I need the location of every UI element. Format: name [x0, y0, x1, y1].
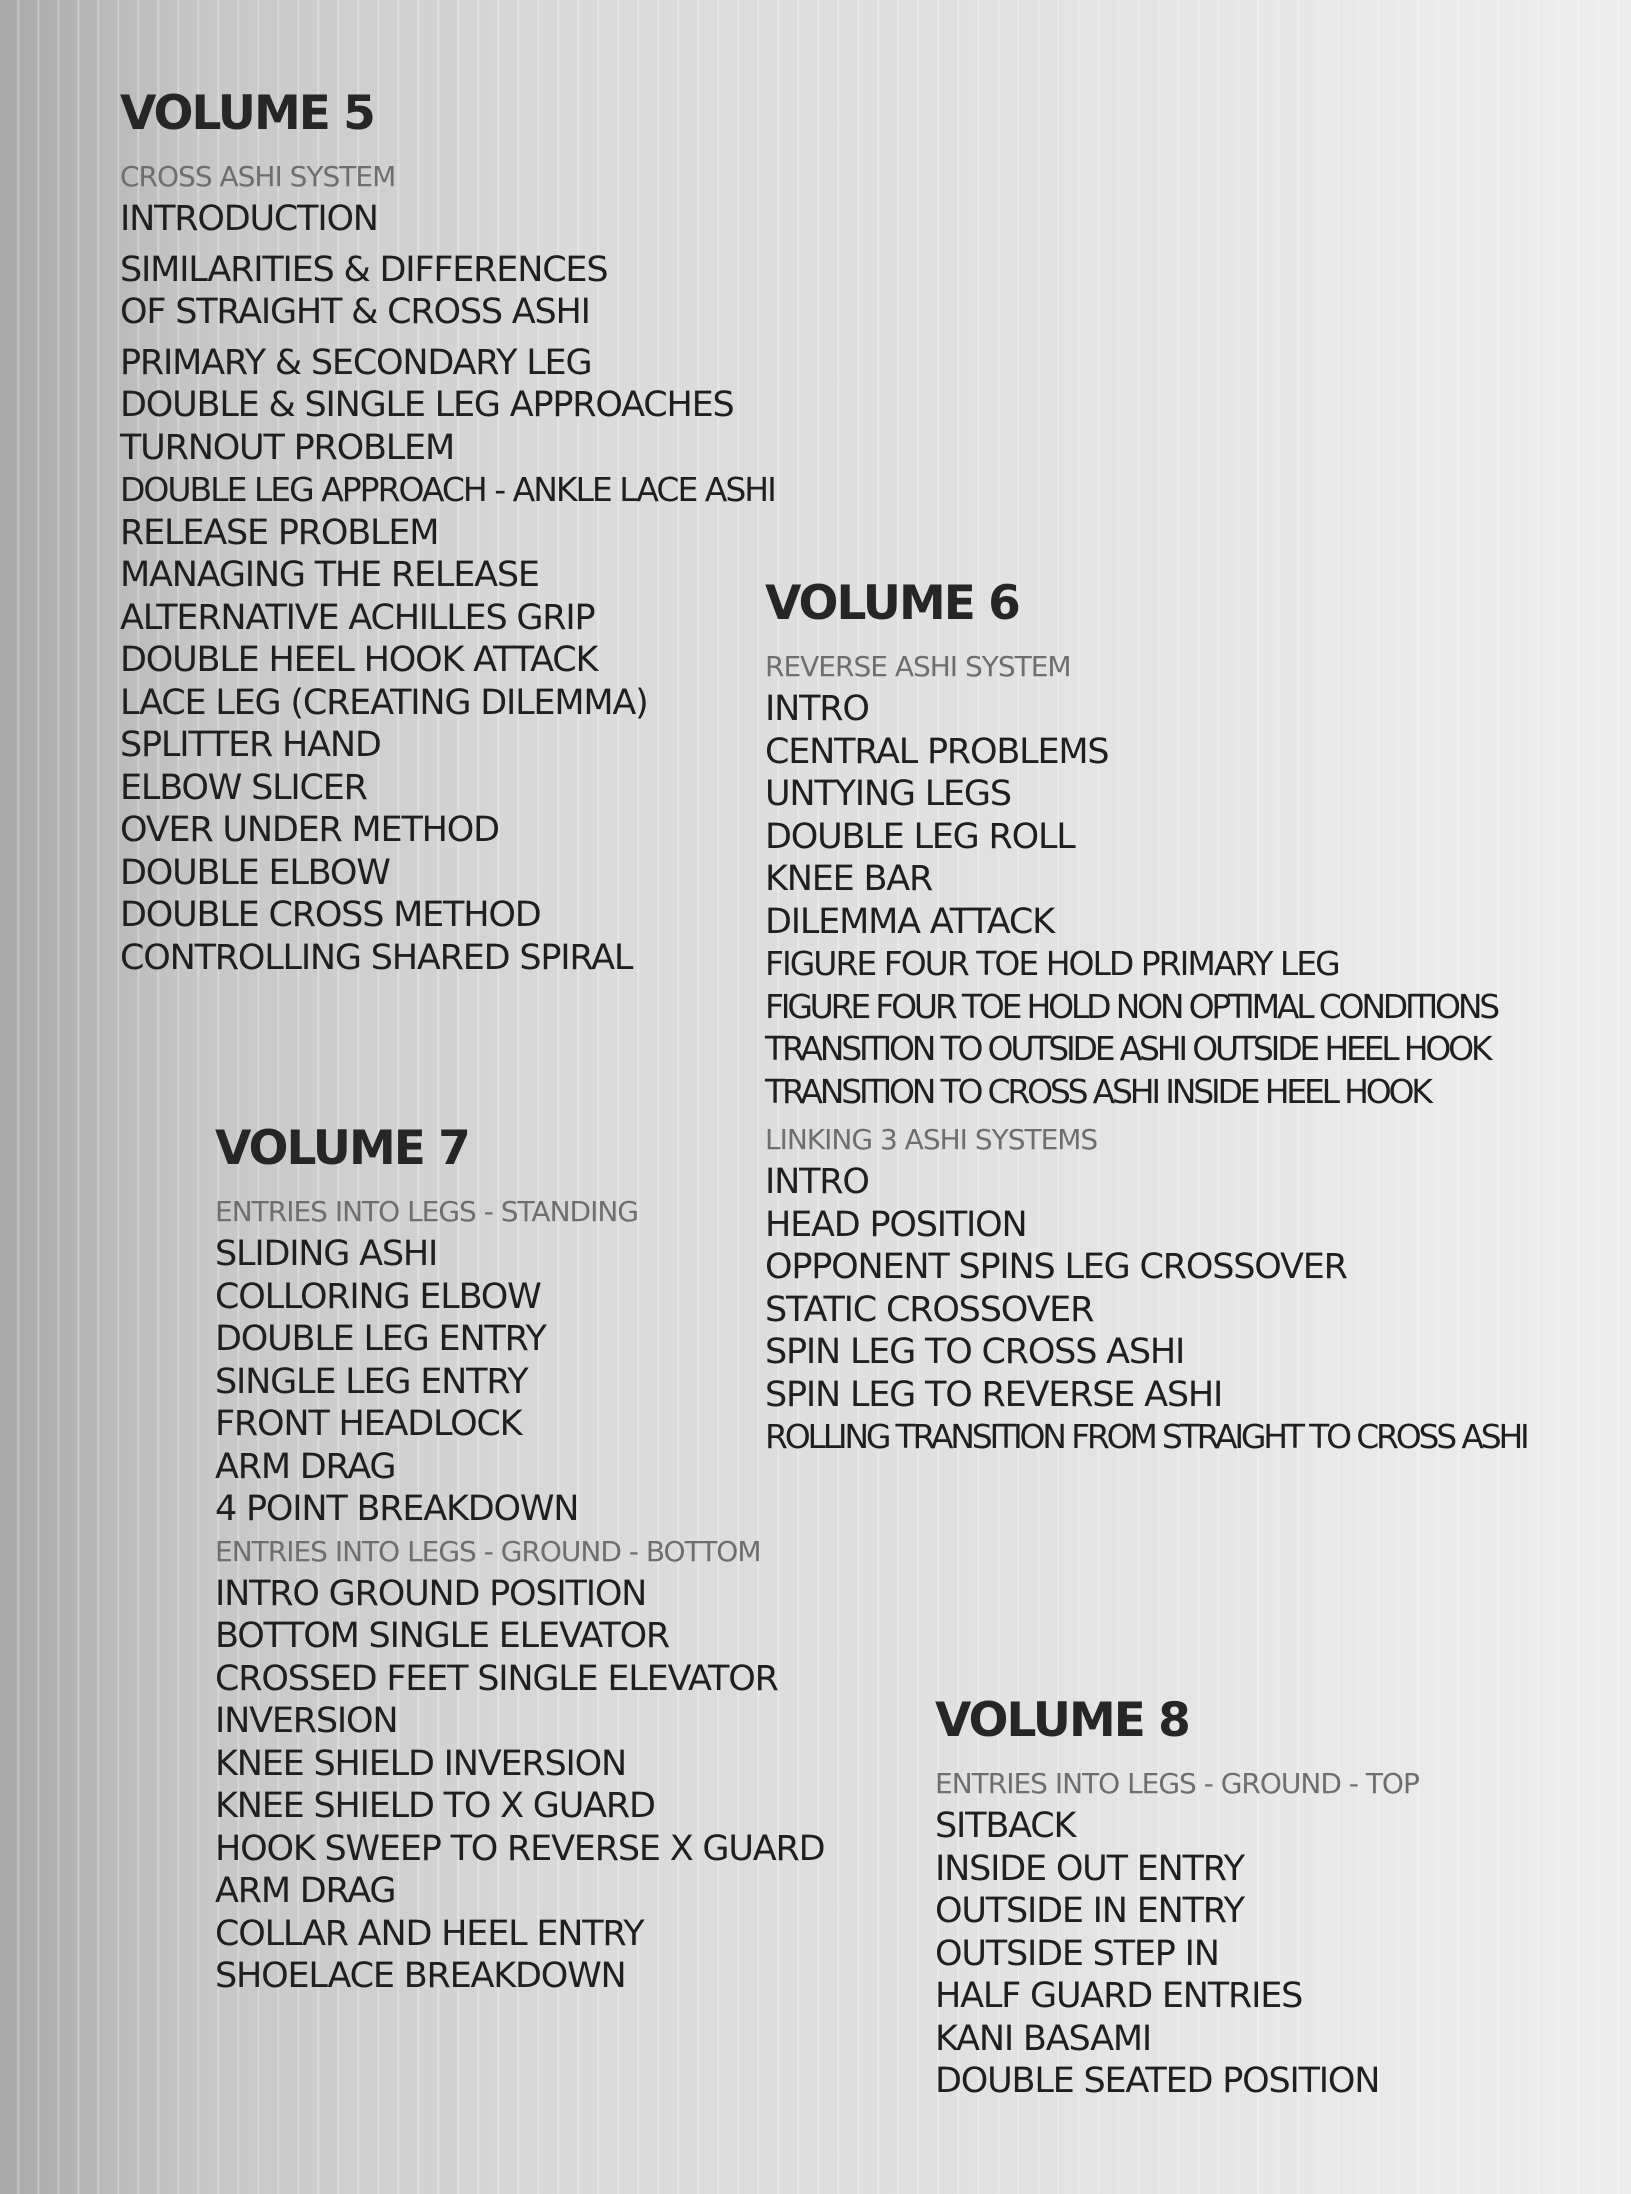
volume-6-section-heading: LINKING 3 ASHI SYSTEMS	[765, 1123, 1098, 1156]
volume-8-section	[935, 1693, 1419, 2103]
volume-5-section	[120, 86, 775, 979]
volume-6-item: SPIN LEG TO REVERSE ASHI	[765, 1374, 1223, 1415]
volume-6-item: HEAD POSITION	[765, 1204, 1027, 1245]
volume-7-item: ARM DRAG	[215, 1446, 396, 1487]
volume-6-item: CENTRAL PROBLEMS	[765, 731, 1109, 772]
volume-7-item: SINGLE LEG ENTRY	[215, 1361, 528, 1402]
volume-8-section-heading: ENTRIES INTO LEGS - GROUND - TOP	[935, 1767, 1419, 1800]
volume-6-item: UNTYING LEGS	[765, 774, 1011, 814]
volume-5-item: SIMILARITIES & DIFFERENCES	[120, 249, 608, 290]
volume-5-item: MANAGING THE RELEASE	[120, 555, 539, 595]
volume-5-item: OF STRAIGHT & CROSS ASHI	[120, 292, 590, 332]
volume-8-title: VOLUME 8	[935, 1693, 1189, 1748]
volume-5-item: DOUBLE & SINGLE LEG APPROACHES	[120, 385, 734, 425]
volume-5-item: PRIMARY & SECONDARY LEG	[120, 342, 592, 383]
volume-7-item: INVERSION	[215, 1701, 398, 1741]
volume-8-item: HALF GUARD ENTRIES	[935, 1976, 1303, 2016]
volume-7-item: FRONT HEADLOCK	[215, 1404, 522, 1444]
volume-7-item: CROSSED FEET SINGLE ELEVATOR	[215, 1658, 778, 1699]
volume-8-item: OUTSIDE IN ENTRY	[935, 1891, 1244, 1931]
volume-7-item: 4 POINT BREAKDOWN	[215, 1489, 579, 1529]
volume-7-section-heading: ENTRIES INTO LEGS - STANDING	[215, 1195, 638, 1228]
volume-5-item: DOUBLE CROSS METHOD	[120, 895, 541, 935]
volume-7-item: INTRO GROUND POSITION	[215, 1573, 647, 1614]
volume-5-item: DOUBLE ELBOW	[120, 852, 390, 893]
volume-8-item: OUTSIDE STEP IN	[935, 1933, 1219, 1974]
volume-5-item: OVER UNDER METHOD	[120, 810, 499, 850]
volume-5-item: RELEASE PROBLEM	[120, 512, 439, 553]
volume-6-item: STATIC CROSSOVER	[765, 1289, 1094, 1330]
volume-7-item: COLLAR AND HEEL ENTRY	[215, 1913, 644, 1954]
volume-6-section-heading: REVERSE ASHI SYSTEM	[765, 650, 1071, 683]
volume-6-section	[765, 576, 1527, 1459]
volume-8-item: INSIDE OUT ENTRY	[935, 1848, 1244, 1889]
volume-6-item: DOUBLE LEG ROLL	[765, 816, 1075, 857]
volume-5-item: ELBOW SLICER	[120, 767, 367, 808]
volume-7-item: HOOK SWEEP TO REVERSE X GUARD	[215, 1828, 825, 1869]
volume-6-item: ROLLING TRANSITION FROM STRAIGHT TO CROSS ASHI	[765, 1417, 1527, 1456]
volume-7-item: KNEE SHIELD INVERSION	[215, 1743, 626, 1784]
volume-6-item: OPPONENT SPINS LEG CROSSOVER	[765, 1247, 1347, 1287]
volume-7-section-heading: ENTRIES INTO LEGS - GROUND - BOTTOM	[215, 1534, 761, 1568]
volume-6-item: SPIN LEG TO CROSS ASHI	[765, 1332, 1185, 1372]
volume-5-subtitle: CROSS ASHI SYSTEM	[120, 160, 396, 193]
volume-5-item: ALTERNATIVE ACHILLES GRIP	[120, 597, 595, 638]
volume-5-item: CONTROLLING SHARED SPIRAL	[120, 937, 633, 978]
volume-5-title: VOLUME 5	[120, 86, 374, 141]
volume-8-item: KANI BASAMI	[935, 2018, 1151, 2059]
volume-6-item: TRANSITION TO CROSS ASHI INSIDE HEEL HOOK	[765, 1071, 1430, 1111]
volume-7-item: COLLORING ELBOW	[215, 1276, 541, 1317]
volume-7-item: DOUBLE LEG ENTRY	[215, 1319, 546, 1359]
volume-6-item: FIGURE FOUR TOE HOLD PRIMARY LEG	[765, 944, 1339, 983]
volume-6-item: INTRO	[765, 689, 869, 729]
volume-8-item: SITBACK	[935, 1806, 1076, 1846]
volume-7-section	[215, 1121, 825, 1998]
volume-6-item: FIGURE FOUR TOE HOLD NON OPTIMAL CONDITIONS	[765, 986, 1498, 1026]
volume-7-item: SHOELACE BREAKDOWN	[215, 1956, 626, 1996]
volume-5-item: DOUBLE HEEL HOOK ATTACK	[120, 640, 598, 680]
volume-6-item: TRANSITION TO OUTSIDE ASHI OUTSIDE HEEL HOOK	[765, 1029, 1490, 1068]
volume-5-item: INTRODUCTION	[120, 199, 378, 239]
volume-6-item: INTRO	[765, 1162, 869, 1202]
volume-5-item: SPLITTER HAND	[120, 725, 381, 765]
volume-7-item: ARM DRAG	[215, 1871, 396, 1911]
volume-7-item: SLIDING ASHI	[215, 1234, 438, 1274]
volume-8-item: DOUBLE SEATED POSITION	[935, 2061, 1380, 2101]
volume-6-item: KNEE BAR	[765, 859, 933, 899]
volume-6-item: DILEMMA ATTACK	[765, 901, 1054, 942]
volume-5-item: LACE LEG (CREATING DILEMMA)	[120, 682, 648, 723]
volume-5-item: DOUBLE LEG APPROACH - ANKLE LACE ASHI	[120, 470, 775, 509]
volume-6-title: VOLUME 6	[765, 576, 1019, 631]
volume-7-item: BOTTOM SINGLE ELEVATOR	[215, 1616, 670, 1656]
volume-5-item: TURNOUT PROBLEM	[120, 427, 454, 468]
volume-7-title: VOLUME 7	[215, 1121, 469, 1176]
volume-7-item: KNEE SHIELD TO X GUARD	[215, 1786, 655, 1826]
